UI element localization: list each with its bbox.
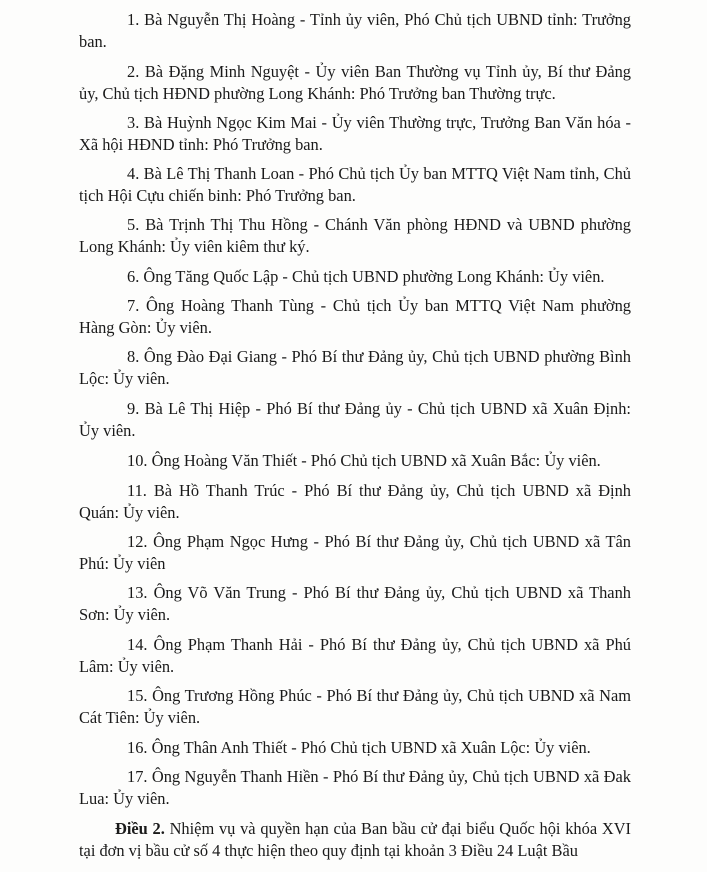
member-item-8 (79, 346, 631, 390)
member-number: 15. (127, 686, 148, 705)
member-item-17 (79, 766, 631, 810)
member-text: Bà Huỳnh Ngọc Kim Mai - Ủy viên Thường trực, Trưởng Ban Văn hóa - Xã hội HĐND tỉnh: Phó Trưởng ban. (79, 113, 631, 154)
member-item-13 (79, 582, 631, 626)
member-item-2 (79, 61, 631, 105)
member-text: Ông Thân Anh Thiết - Phó Chủ tịch UBND xã Xuân Lộc: Ủy viên. (151, 738, 591, 757)
member-number: 9. (127, 399, 140, 418)
member-text: Ông Tăng Quốc Lập - Chủ tịch UBND phường Long Khánh: Ủy viên. (143, 267, 605, 286)
member-item-6 (79, 266, 631, 288)
article-text: Nhiệm vụ và quyền hạn của Ban bầu cử đại biểu Quốc hội khóa XVI tại đơn vị bầu cử số 4 thực hiện theo quy định tại khoản 3 Điều 24 Luật Bầu (79, 819, 631, 860)
member-number: 4. (127, 164, 140, 183)
member-item-7 (79, 295, 631, 339)
member-text: Ông Võ Văn Trung - Phó Bí thư Đảng ủy, Chủ tịch UBND xã Thanh Sơn: Ủy viên. (79, 583, 631, 624)
member-item-15 (79, 685, 631, 729)
member-number: 13. (127, 583, 148, 602)
member-number: 2. (127, 62, 140, 81)
member-item-3 (79, 112, 631, 156)
member-text: Bà Nguyễn Thị Hoàng - Tỉnh ủy viên, Phó Chủ tịch UBND tỉnh: Trưởng ban. (79, 10, 631, 51)
member-item-11 (79, 480, 631, 524)
member-number: 10. (127, 451, 148, 470)
member-number: 6. (127, 267, 140, 286)
member-text: Bà Đặng Minh Nguyệt - Ủy viên Ban Thường vụ Tỉnh ủy, Bí thư Đảng ủy, Chủ tịch HĐND phường Long Khánh: Phó Trưởng ban Thường trực. (79, 62, 631, 103)
member-number: 12. (127, 532, 148, 551)
member-item-5 (79, 214, 631, 258)
member-text: Bà Hồ Thanh Trúc - Phó Bí thư Đảng ủy, Chủ tịch UBND xã Định Quán: Ủy viên. (79, 481, 631, 522)
member-text: Bà Lê Thị Hiệp - Phó Bí thư Đảng ủy - Chủ tịch UBND xã Xuân Định: Ủy viên. (79, 399, 631, 440)
member-text: Ông Phạm Ngọc Hưng - Phó Bí thư Đảng ủy, Chủ tịch UBND xã Tân Phú: Ủy viên (79, 532, 631, 573)
article-label: Điều 2. (115, 819, 165, 838)
member-number: 17. (127, 767, 148, 786)
member-number: 14. (127, 635, 148, 654)
member-text: Bà Trịnh Thị Thu Hồng - Chánh Văn phòng HĐND và UBND phường Long Khánh: Ủy viên kiêm thư ký. (79, 215, 631, 256)
member-number: 7. (127, 296, 140, 315)
member-item-16 (79, 737, 631, 759)
member-text: Ông Hoàng Thanh Tùng - Chủ tịch Ủy ban MTTQ Việt Nam phường Hàng Gòn: Ủy viên. (79, 296, 631, 337)
member-text: Ông Hoàng Văn Thiết - Phó Chủ tịch UBND xã Xuân Bắc: Ủy viên. (151, 451, 601, 470)
member-text: Ông Nguyễn Thanh Hiền - Phó Bí thư Đảng ủy, Chủ tịch UBND xã Đak Lua: Ủy viên. (79, 767, 631, 808)
member-item-14 (79, 634, 631, 678)
member-item-1 (79, 9, 631, 53)
member-text: Ông Trương Hồng Phúc - Phó Bí thư Đảng ủy, Chủ tịch UBND xã Nam Cát Tiên: Ủy viên. (79, 686, 631, 727)
member-item-10 (79, 450, 631, 472)
member-text: Bà Lê Thị Thanh Loan - Phó Chủ tịch Ủy ban MTTQ Việt Nam tỉnh, Chủ tịch Hội Cựu chiến binh: Phó Trưởng ban. (79, 164, 631, 205)
member-text: Ông Đào Đại Giang - Phó Bí thư Đảng ủy, Chủ tịch UBND phường Bình Lộc: Ủy viên. (79, 347, 631, 388)
member-text: Ông Phạm Thanh Hải - Phó Bí thư Đảng ủy, Chủ tịch UBND xã Phú Lâm: Ủy viên. (79, 635, 631, 676)
member-number: 1. (127, 10, 140, 29)
member-number: 11. (127, 481, 147, 500)
member-number: 3. (127, 113, 140, 132)
member-number: 16. (127, 738, 148, 757)
member-number: 8. (127, 347, 140, 366)
member-number: 5. (127, 215, 140, 234)
member-item-12 (79, 531, 631, 575)
member-item-9 (79, 398, 631, 442)
member-item-4 (79, 163, 631, 207)
article-2 (79, 818, 631, 862)
